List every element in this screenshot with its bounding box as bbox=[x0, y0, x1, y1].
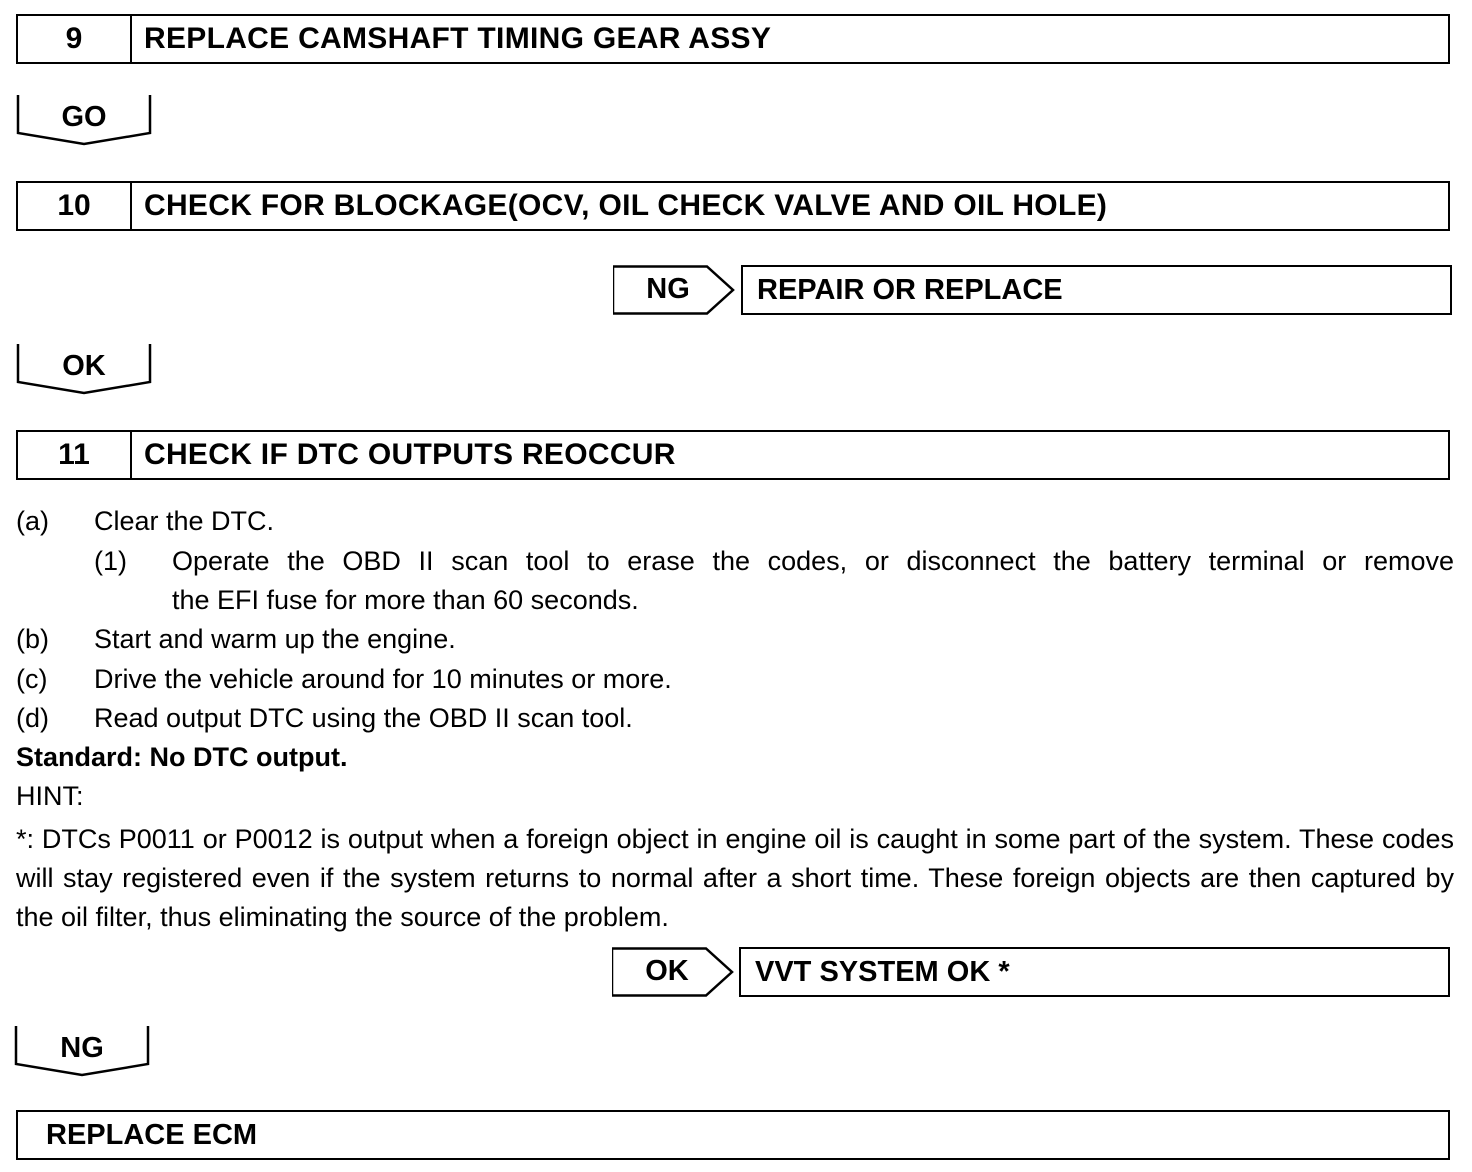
item-a-marker: (a) bbox=[16, 506, 49, 536]
item-c-marker: (c) bbox=[16, 664, 48, 694]
hint-paragraph: *: DTCs P0011 or P0012 is output when a foreign object in engine oil is caught in some part of the system. These codes will stay registered even if the system returns to normal after a short time. These foreign objects are then captured by the oil filter, thus eliminating the source of the problem. bbox=[16, 824, 1454, 932]
item-c-text: Drive the vehicle around for 10 minutes or more. bbox=[94, 664, 672, 694]
step-9-box bbox=[16, 14, 1450, 64]
standard-text: Standard: No DTC output. bbox=[16, 742, 348, 772]
ok-label: OK bbox=[62, 350, 106, 382]
ok-flow-arrow bbox=[16, 344, 156, 396]
item-a1-text-line2: the EFI fuse for more than 60 seconds. bbox=[172, 585, 639, 615]
item-a1-marker: (1) bbox=[94, 546, 127, 576]
go-flow-arrow bbox=[16, 95, 156, 147]
item-a1-text-line1: Operate the OBD II scan tool to erase the codes, or disconnect the battery terminal or remove bbox=[172, 546, 1454, 576]
ng-label: NG bbox=[646, 273, 690, 305]
step-number: 11 bbox=[18, 432, 132, 478]
step-10-box bbox=[16, 181, 1450, 231]
item-d-text: Read output DTC using the OBD II scan tool. bbox=[94, 703, 633, 733]
hint-label: HINT: bbox=[16, 781, 84, 811]
item-b-marker: (b) bbox=[16, 624, 49, 654]
step-title: CHECK IF DTC OUTPUTS REOCCUR bbox=[144, 438, 676, 471]
step-title: CHECK FOR BLOCKAGE(OCV, OIL CHECK VALVE AND OIL HOLE) bbox=[144, 189, 1108, 222]
ng-branch-arrow bbox=[613, 265, 737, 315]
ok-label: OK bbox=[645, 955, 689, 987]
step-title: REPLACE CAMSHAFT TIMING GEAR ASSY bbox=[144, 22, 772, 55]
repair-or-replace-box: REPAIR OR REPLACE bbox=[741, 265, 1452, 315]
item-d-marker: (d) bbox=[16, 703, 49, 733]
step-number: 9 bbox=[18, 16, 132, 62]
vvt-system-ok-box: VVT SYSTEM OK * bbox=[739, 947, 1450, 997]
replace-ecm-box: REPLACE ECM bbox=[16, 1110, 1450, 1160]
ng-label: NG bbox=[60, 1032, 104, 1064]
ng-flow-arrow bbox=[14, 1026, 154, 1078]
step-11-box bbox=[16, 430, 1450, 480]
step-number: 10 bbox=[18, 183, 132, 229]
item-a-text: Clear the DTC. bbox=[94, 506, 275, 536]
go-label: GO bbox=[61, 101, 107, 133]
ok-branch-arrow bbox=[612, 947, 736, 997]
item-b-text: Start and warm up the engine. bbox=[94, 624, 456, 654]
